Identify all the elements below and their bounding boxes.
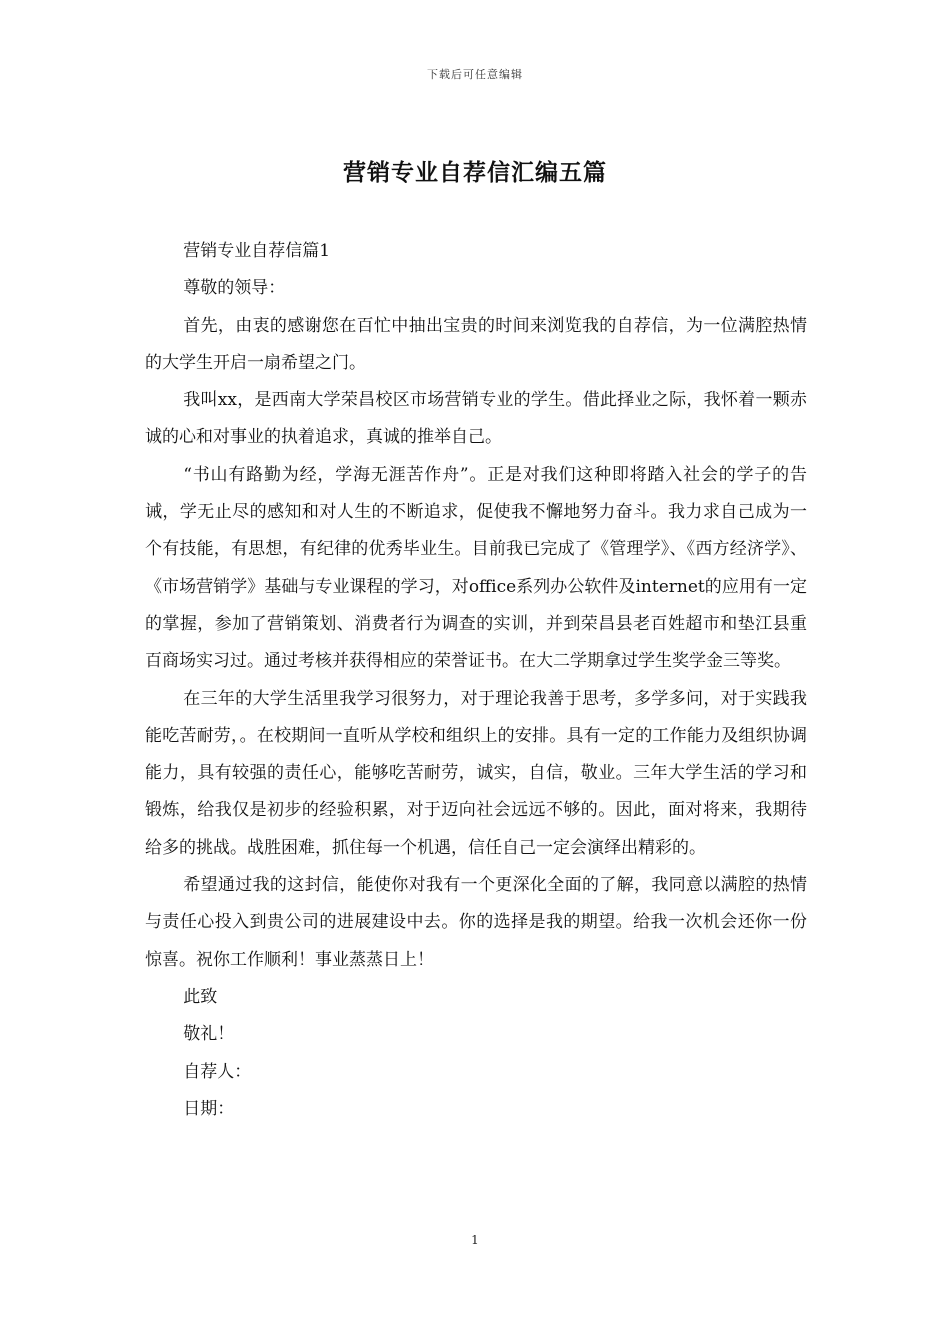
letter-paragraph: 首先，由衷的感谢您在百忙中抽出宝贵的时间来浏览我的自荐信，为一位满腔热情的大学生开启一扇希望之门。 [145, 315, 807, 373]
page-number: 1 [471, 1233, 479, 1247]
letter-regards: 敬礼！ [183, 1024, 235, 1045]
header-note: 下载后可任意编辑 [427, 68, 523, 81]
letter-paragraph: 在三年的大学生活里我学习很努力，对于理论我善于思考，多学多问，对于实践我能吃苦耐劳，。在校期间一直听从学校和组织上的安排。具有一定的工作能力及组织协调能力，具有较强的责任心，能够吃苦耐劳，诚实，自信，敬业。三年大学生活的学习和锻炼，给我仅是初步的经验积累，对于迈向社会远远不够的。因此，面对将来，我期待给多的挑战。战胜困难，抓住每一个机遇，信任自己一定会演绎出精彩的。 [145, 688, 807, 858]
letter-closing: 此致 [183, 986, 218, 1007]
letter-salutation: 尊敬的领导： [183, 278, 286, 299]
letter-paragraph: “书山有路勤为经，学海无涯苦作舟”。正是对我们这种即将踏入社会的学子的告诫，学无止尽的感知和对人生的不断追求，促使我不懈地努力奋斗。我力求自己成为一个有技能，有思想，有纪律的优秀毕业生。目前我已完成了《管理学》、《西方经济学》、《市场营销学》基础与专业课程的学习，对office系列办公软件及internet的应用有一定的掌握，参加了营销策划、消费者行为调查的实训，并到荣昌县老百姓超市和垫江县重百商场实习过。通过考核并获得相应的荣誉证书。在大二学期拿过学生奖学金三等奖。 [145, 464, 807, 672]
letter-date: 日期： [183, 1098, 235, 1119]
letter-signer: 自荐人： [183, 1061, 252, 1082]
letter-body [145, 233, 807, 1128]
letter-subtitle: 营销专业自荐信篇1 [183, 241, 331, 261]
letter-paragraph: 我叫xx，是西南大学荣昌校区市场营销专业的学生。借此择业之际，我怀着一颗赤诚的心和对事业的执着追求，真诚的推举自己。 [145, 390, 807, 448]
letter-paragraph: 希望通过我的这封信，能使你对我有一个更深化全面的了解，我同意以满腔的热情与责任心投入到贵公司的进展建设中去。你的选择是我的期望。给我一次机会还你一份惊喜。祝你工作顺利！事业蒸蒸日上！ [145, 875, 807, 970]
document-title: 营销专业自荐信汇编五篇 [343, 159, 607, 186]
